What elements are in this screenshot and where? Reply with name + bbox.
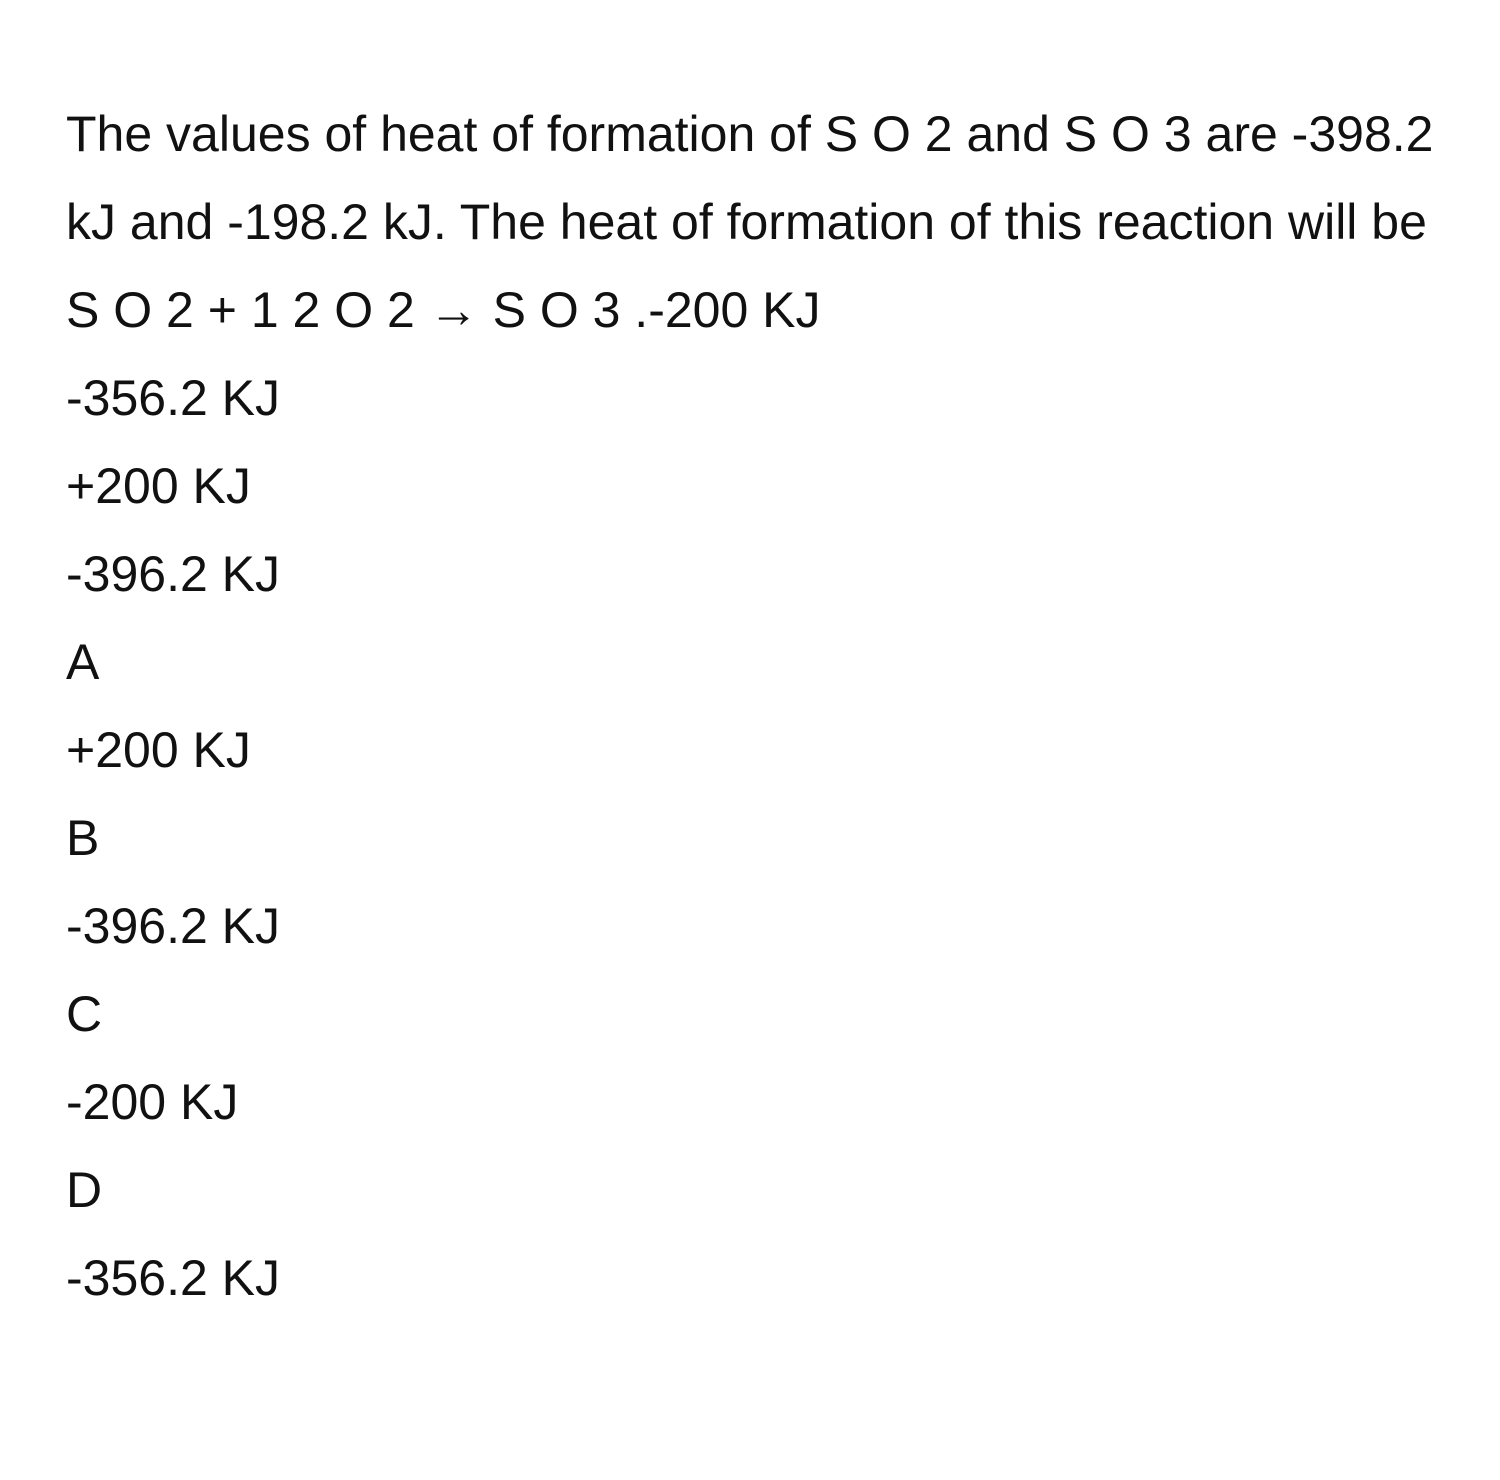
inline-choice: +200 KJ [66, 458, 251, 514]
option-value-b: -396.2 KJ [66, 898, 281, 954]
question-document [66, 90, 1446, 1322]
option-letter-c: C [66, 986, 103, 1042]
option-letter-a: A [66, 634, 100, 690]
option-letter-d: D [66, 1162, 103, 1218]
question-text: The values of heat of formation of S O 2 and S O 3 are -398.2 kJ and -198.2 kJ. The heat of formation of this reaction will be S O 2 + 1 2 O 2 → S O 3 .-200 KJ [66, 106, 1434, 338]
option-value-a: +200 KJ [66, 722, 251, 778]
option-letter-b: B [66, 810, 100, 866]
option-value-c: -200 KJ [66, 1074, 239, 1130]
inline-choice: -356.2 KJ [66, 370, 281, 426]
inline-choice: -396.2 KJ [66, 546, 281, 602]
option-value-d: -356.2 KJ [66, 1250, 281, 1306]
